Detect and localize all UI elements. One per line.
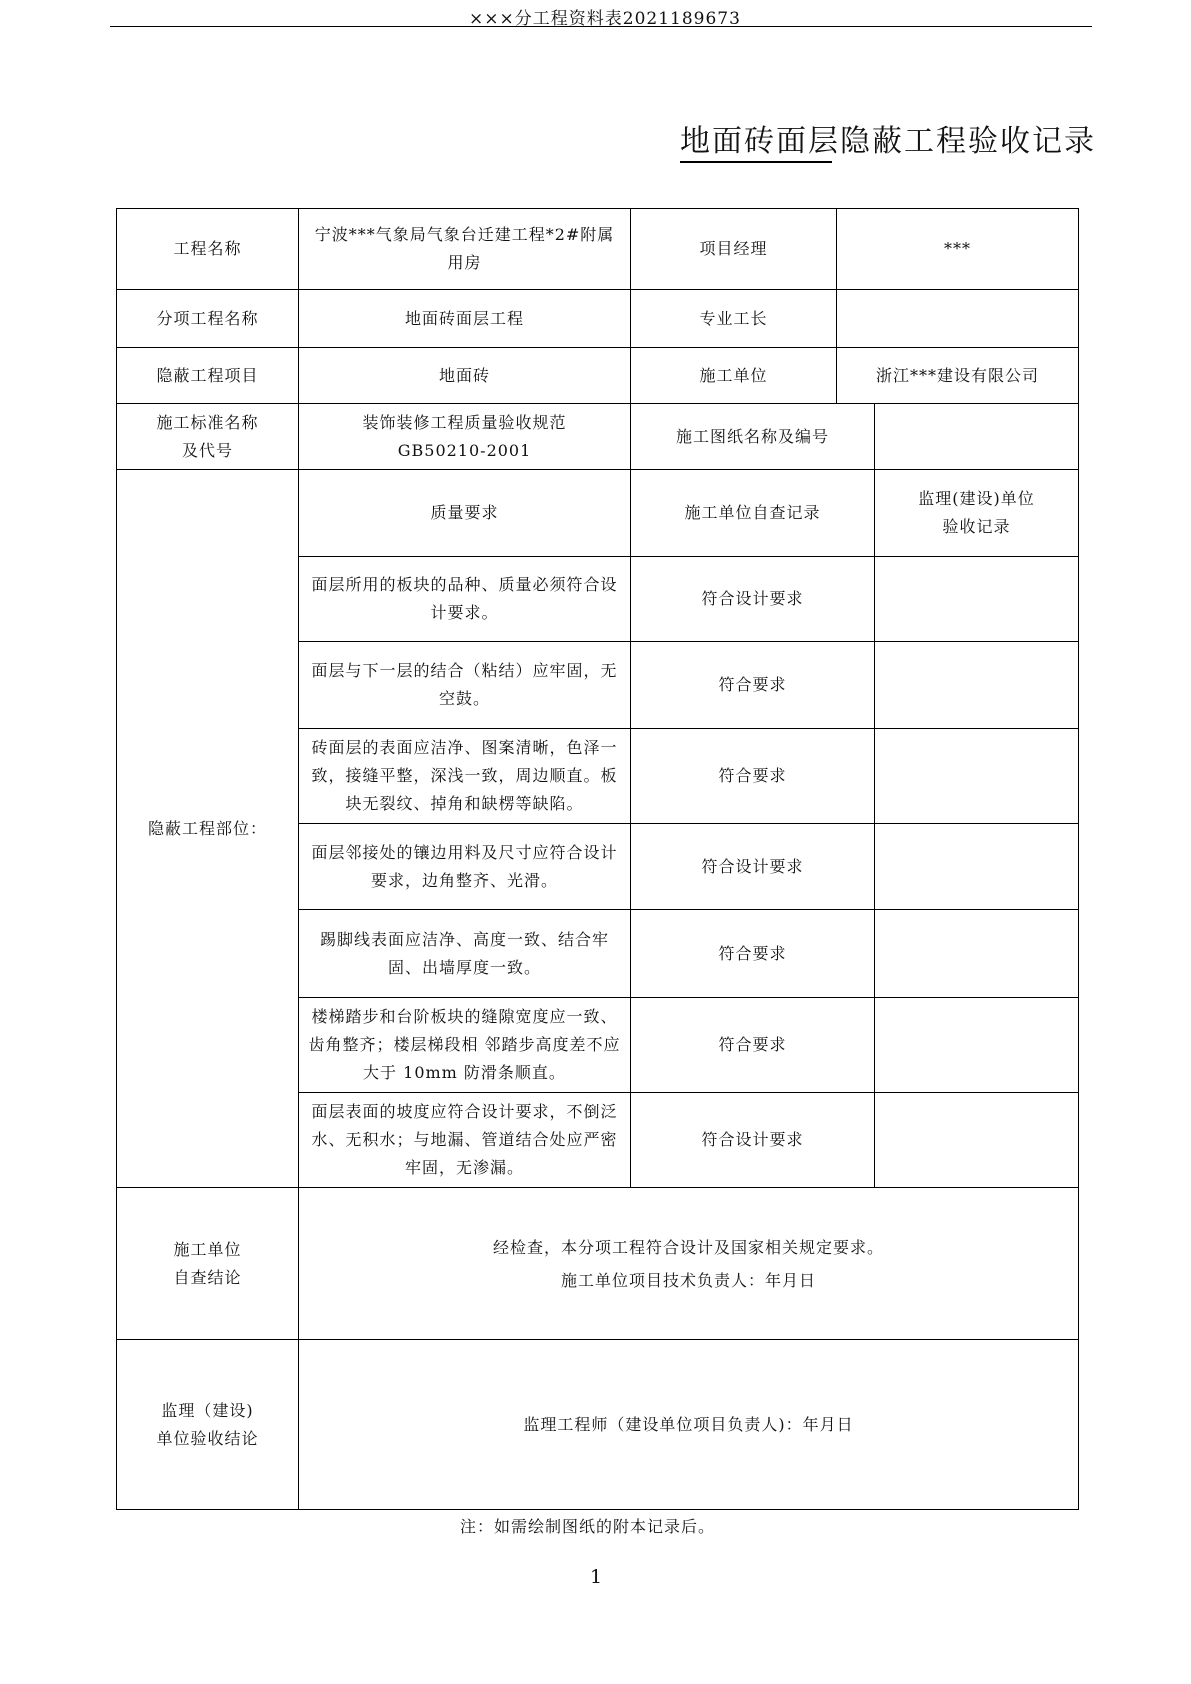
- row-column-headers: [117, 470, 1079, 557]
- project-manager-label: 项目经理: [631, 209, 837, 290]
- document-title: 地面砖面层隐蔽工程验收记录: [680, 124, 1096, 159]
- row-hidden-item: [117, 348, 1079, 404]
- self-check-record: 符合设计要求: [631, 824, 875, 910]
- row-self-conclusion: [117, 1188, 1079, 1340]
- standard-label-line2: 及代号: [181, 440, 233, 460]
- requirement-text: 楼梯踏步和台阶板块的缝隙宽度应一致、齿角整齐；楼层梯段相 邻踏步高度差不应大于 10mm 防滑条顺直。: [299, 998, 631, 1093]
- supervisor-record: [875, 729, 1079, 824]
- requirement-text: 砖面层的表面应洁净、图案清晰，色泽一致，接缝平整，深浅一致，周边顺直。板块无裂纹、掉角和缺楞等缺陷。: [299, 729, 631, 824]
- page-header: ×××分工程资料表2021189673: [469, 9, 741, 29]
- col-header-requirement: 质量要求: [299, 470, 631, 557]
- foreman-value: [837, 290, 1079, 348]
- sub-item-label: 分项工程名称: [117, 290, 299, 348]
- requirement-text: 面层与下一层的结合（粘结）应牢固，无空鼓。: [299, 642, 631, 729]
- requirement-text: 踢脚线表面应洁净、高度一致、结合牢固、出墙厚度一致。: [299, 910, 631, 998]
- supervisor-conclusion-text: 监理工程师（建设单位项目负责人)：年月日: [299, 1340, 1079, 1510]
- supervisor-conclusion-label-line2: 单位验收结论: [156, 1428, 259, 1448]
- self-check-record: 符合设计要求: [631, 557, 875, 642]
- row-supervisor-conclusion: [117, 1340, 1079, 1510]
- supervisor-conclusion-label-line1: 监理（建设): [161, 1400, 254, 1420]
- sub-item-value: 地面砖面层工程: [299, 290, 631, 348]
- project-name-value: 宁波***气象局气象台迁建工程*2#附属用房: [299, 209, 631, 290]
- self-conclusion-label: [117, 1188, 299, 1340]
- requirement-text: 面层表面的坡度应符合设计要求，不倒泛水、无积水；与地漏、管道结合处应严密牢固，无渗漏。: [299, 1093, 631, 1188]
- hidden-item-label: 隐蔽工程项目: [117, 348, 299, 404]
- row-project-name: [117, 209, 1079, 290]
- col-header-self-check: 施工单位自查记录: [631, 470, 875, 557]
- self-check-record: 符合要求: [631, 910, 875, 998]
- self-conclusion-line1: 经检查，本分项工程符合设计及国家相关规定要求。: [492, 1237, 884, 1257]
- col-header-supervisor-line2: 验收记录: [942, 517, 1011, 536]
- contractor-label: 施工单位: [631, 348, 837, 404]
- project-manager-value: ***: [837, 209, 1079, 290]
- self-conclusion-text: [299, 1188, 1079, 1340]
- self-conclusion-label-line2: 自查结论: [173, 1267, 242, 1287]
- supervisor-record: [875, 910, 1079, 998]
- footnote: 注：如需绘制图纸的附本记录后。: [460, 1517, 716, 1536]
- supervisor-record: [875, 998, 1079, 1093]
- self-conclusion-label-line1: 施工单位: [173, 1239, 242, 1259]
- supervisor-conclusion-label: [117, 1340, 299, 1510]
- contractor-value: 浙江***建设有限公司: [837, 348, 1079, 404]
- self-check-record: 符合要求: [631, 998, 875, 1093]
- requirement-text: 面层邻接处的镶边用料及尺寸应符合设计要求，边角整齐、光滑。: [299, 824, 631, 910]
- header-rule: [110, 26, 1092, 27]
- self-check-record: 符合要求: [631, 729, 875, 824]
- supervisor-record: [875, 642, 1079, 729]
- row-sub-item: [117, 290, 1079, 348]
- standard-value-line2: GB50210-2001: [397, 440, 532, 460]
- drawing-value: [875, 404, 1079, 470]
- section-label: 隐蔽工程部位：: [117, 470, 299, 1188]
- foreman-label: 专业工长: [631, 290, 837, 348]
- self-conclusion-line2: 施工单位项目技术负责人：年月日: [560, 1270, 816, 1290]
- standard-value-line1: 装饰装修工程质量验收规范: [362, 412, 567, 432]
- inspection-record-table: [116, 208, 1079, 1510]
- self-check-record: 符合设计要求: [631, 1093, 875, 1188]
- project-name-label: 工程名称: [117, 209, 299, 290]
- standard-value: [299, 404, 631, 470]
- self-check-record: 符合要求: [631, 642, 875, 729]
- supervisor-record: [875, 557, 1079, 642]
- standard-label-line1: 施工标准名称: [156, 412, 259, 432]
- standard-label: [117, 404, 299, 470]
- drawing-label: 施工图纸名称及编号: [631, 404, 875, 470]
- supervisor-record: [875, 1093, 1079, 1188]
- col-header-supervisor: [875, 470, 1079, 557]
- page-number: 1: [590, 1566, 603, 1588]
- requirement-text: 面层所用的板块的品种、质量必须符合设计要求。: [299, 557, 631, 642]
- hidden-item-value: 地面砖: [299, 348, 631, 404]
- col-header-supervisor-line1: 监理(建设)单位: [918, 489, 1035, 508]
- title-underline: [680, 161, 832, 163]
- row-standard: [117, 404, 1079, 470]
- supervisor-record: [875, 824, 1079, 910]
